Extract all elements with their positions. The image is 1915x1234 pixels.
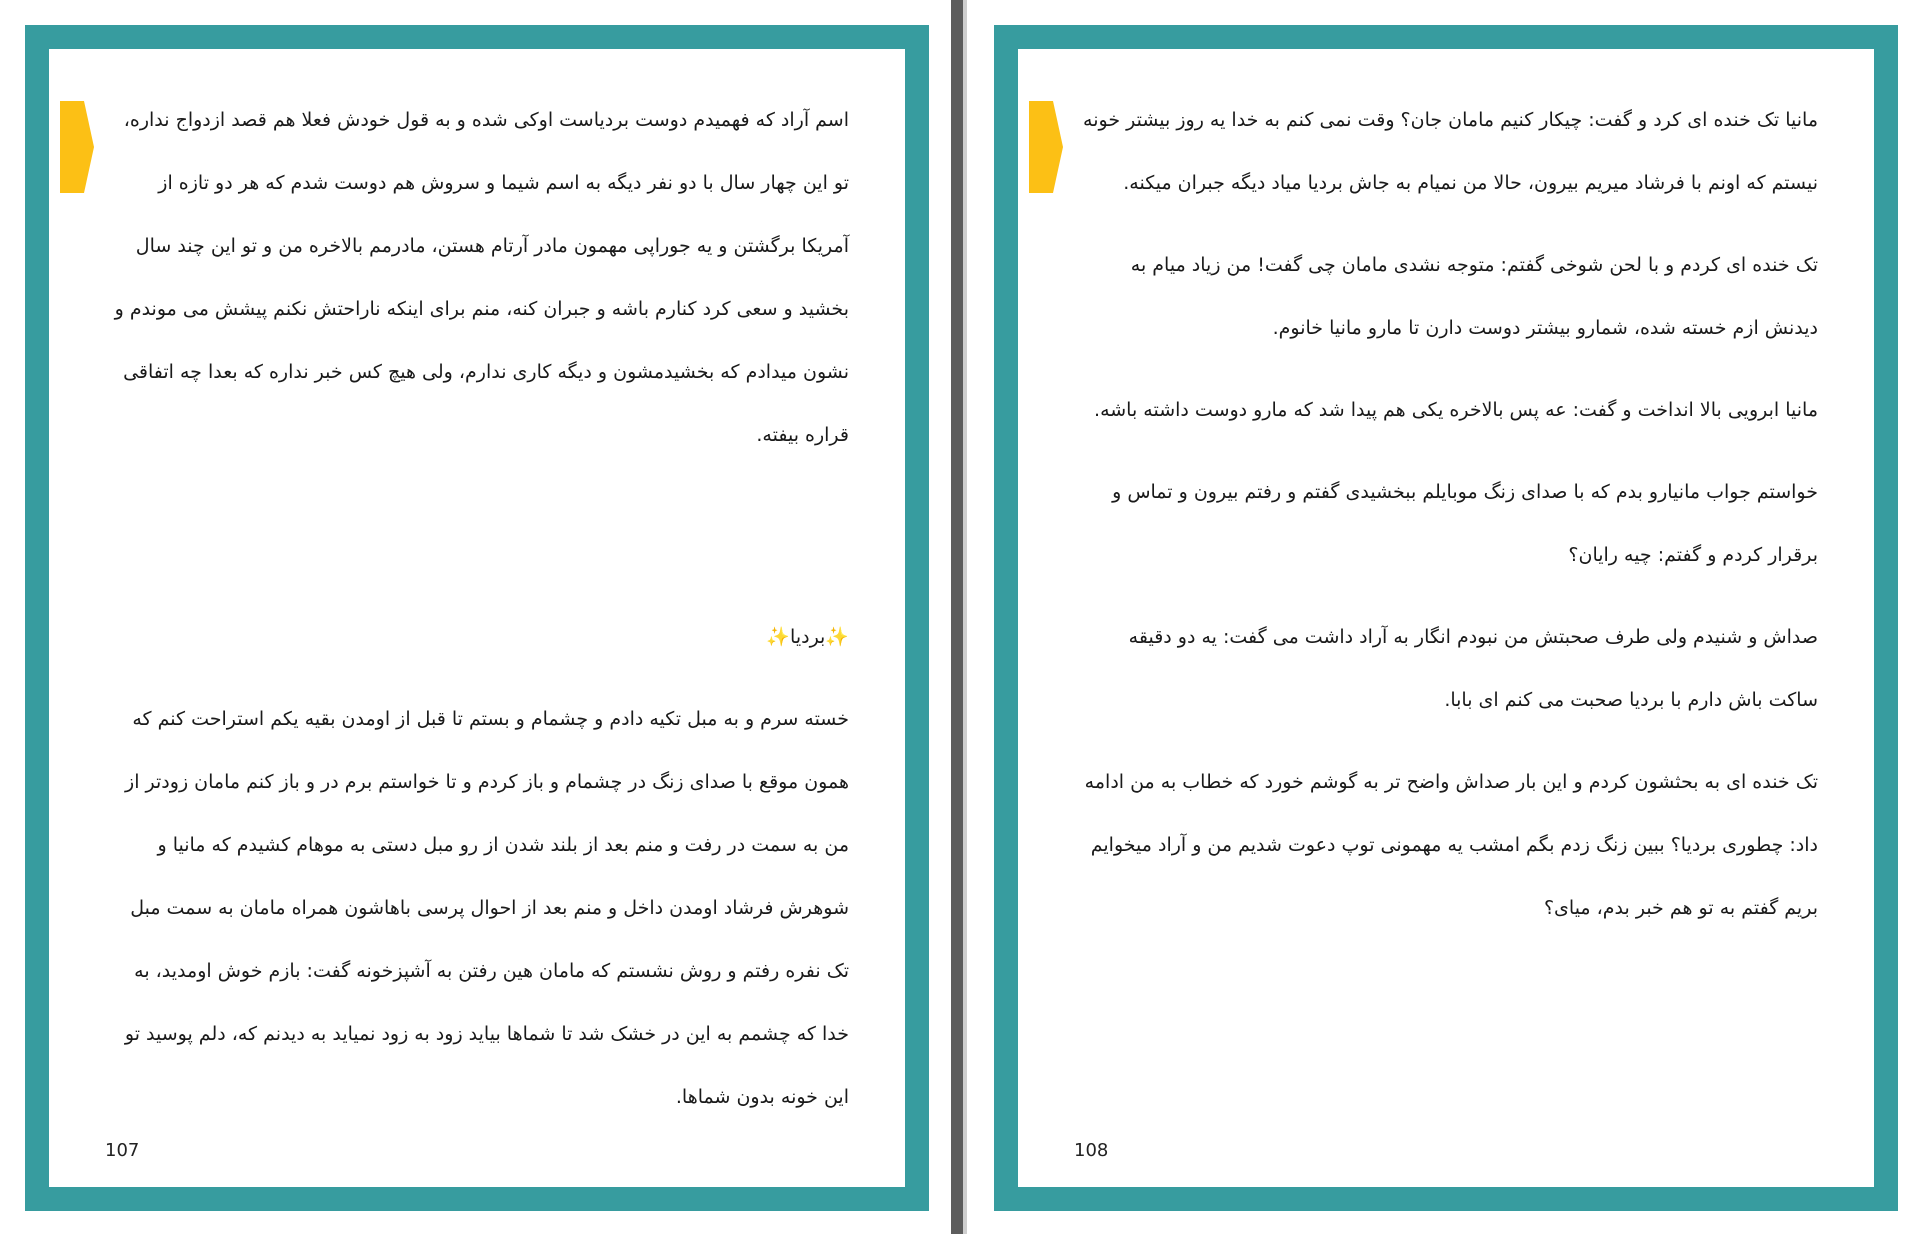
right-page-text xyxy=(1074,89,1818,959)
page-number: 107 xyxy=(105,1140,140,1161)
paragraph: مانیا تک خنده ای کرد و گفت: چیکار کنیم مامان جان؟ وقت نمی کنم به خدا یه روز بیشتر خونه نیستم که اونم با فرشاد میریم بیرون، حالا من نمیام به جاش بردیا میاد دیگه جبران میکنه. xyxy=(1083,109,1818,194)
paragraph: خواستم جواب مانیارو بدم که با صدای زنگ موبایلم ببخشیدی گفتم و رفتم بیرون و تماس و برقرار کردم و گفتم: چیه رایان؟ xyxy=(1112,481,1818,566)
right-page-inner xyxy=(1018,49,1874,1187)
chapter-heading: ✨بردیا✨ xyxy=(766,626,849,648)
right-page xyxy=(994,25,1898,1211)
bookmark-icon xyxy=(60,101,94,193)
page-number: 108 xyxy=(1074,1140,1109,1161)
book-spine-divider xyxy=(951,0,963,1234)
left-page-inner xyxy=(49,49,905,1187)
paragraph: تک خنده ای به بحثشون کردم و این بار صداش واضح تر به گوشم خورد که خطاب به من ادامه داد: چطوری بردیا؟ ببین زنگ زدم بگم امشب یه مهمونی توپ دعوت شدیم من و آراد میخوایم بریم گفتم به تو هم خبر بدم، میای؟ xyxy=(1084,771,1818,919)
left-page xyxy=(25,25,929,1211)
paragraph: اسم آراد که فهمیدم دوست بردیاست اوکی شده و به قول خودش فعلا هم قصد ازدواج نداره، تو این چهار سال با دو نفر دیگه به اسم شیما و سروش هم دوست شدم که هر دو تازه از آمریکا برگشتن و یه جوراپی مهمون مادر آرتام هستن، مادرمم بالاخره من و تو این چند سال بخشید و سعی کرد کنارم باشه و جبران کنه، منم برای اینکه ناراحتش نکنم پیشش می موندم و نشون میدادم که بخشیدمشون و دیگه کاری ندارم، ولی هیچ کس خبر نداره که بعدا چه اتفاقی قراره بیفته. xyxy=(114,109,849,446)
paragraph: صداش و شنیدم ولی طرف صحبتش من نبودم انگار به آراد داشت می گفت: یه دو دقیقه ساکت باش دارم با بردیا صحبت می کنم ای بابا. xyxy=(1128,626,1818,711)
paragraph: خسته سرم و به مبل تکیه دادم و چشمام و بستم تا قبل از اومدن بقیه یکم استراحت کنم که همون موقع با صدای زنگ در چشمام و باز کردم و تا خواستم برم در و باز کنم مامان زودتر از من به سمت در رفت و منم بعد از بلند شدن از رو مبل دستی به موهام کشیدم که مانیا و شوهرش فرشاد اومدن داخل و منم بعد از احوال پرسی باهاشون همراه مامان به سمت مبل تک نفره رفتم و روش نشستم که مامان هین رفتن به آشپزخونه گفت: بازم خوش اومدید، به خدا که چشمم به این در خشک شد تا شماها بیاید زود به زود نمیاید به دیدنم که، دلم پوسید تو این خونه بدون شماها. xyxy=(124,708,849,1108)
left-page-text xyxy=(105,89,849,1148)
book-spine-edge xyxy=(963,0,967,1234)
paragraph: مانیا ابرویی بالا انداخت و گفت: عه پس بالاخره یکی هم پیدا شد که مارو دوست داشته باشه. xyxy=(1094,399,1818,421)
bookmark-icon xyxy=(1029,101,1063,193)
paragraph: تک خنده ای کردم و با لحن شوخی گفتم: متوجه نشدی مامان چی گفت! من زیاد میام به دیدنش ازم خسته شده، شمارو بیشتر دوست دارن تا مارو مانیا خانوم. xyxy=(1130,254,1818,339)
